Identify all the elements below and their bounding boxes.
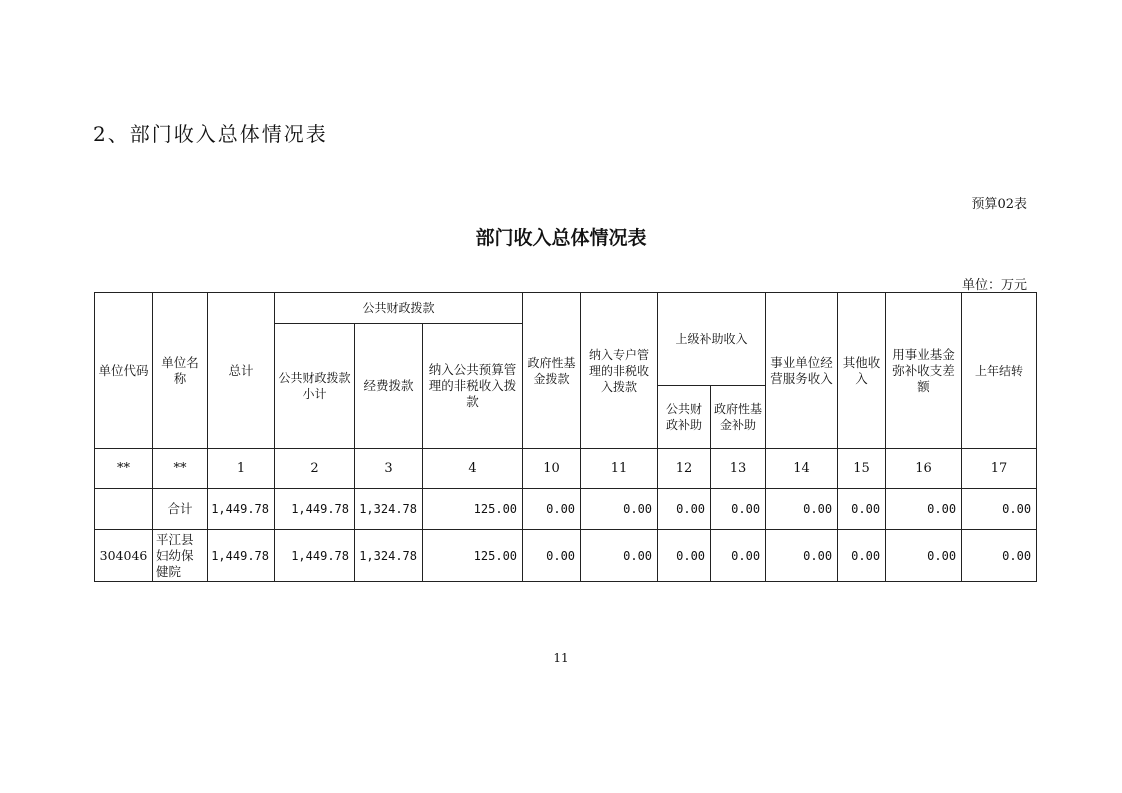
cell-fund-make-up: 0.00 xyxy=(886,489,962,530)
index-cell: 10 xyxy=(523,449,581,489)
cell-carry-over: 0.00 xyxy=(962,530,1037,582)
cell-special-nontax: 0.00 xyxy=(581,530,658,582)
header-special-nontax: 纳入专户管理的非税收入拨款 xyxy=(581,293,658,449)
index-cell: 12 xyxy=(658,449,711,489)
header-gov-fund: 政府性基金拨款 xyxy=(523,293,581,449)
header-public-finance: 公共财政拨款 xyxy=(275,293,523,324)
cell-total: 1,449.78 xyxy=(208,489,275,530)
header-row-1 xyxy=(95,293,1037,324)
section-heading: 2、部门收入总体情况表 xyxy=(93,122,328,146)
index-cell: 15 xyxy=(838,449,886,489)
index-cell: 4 xyxy=(423,449,523,489)
cell-pf-subtotal: 1,449.78 xyxy=(275,489,355,530)
cell-other-income: 0.00 xyxy=(838,489,886,530)
table-title: 部门收入总体情况表 xyxy=(475,227,647,249)
cell-special-nontax: 0.00 xyxy=(581,489,658,530)
index-cell: ** xyxy=(153,449,208,489)
cell-pf-nontax: 125.00 xyxy=(423,489,523,530)
cell-ss-public: 0.00 xyxy=(658,530,711,582)
row-code xyxy=(95,489,153,530)
header-ss-gov-fund: 政府性基金补助 xyxy=(711,386,766,449)
header-pf-subtotal: 公共财政拨款小计 xyxy=(275,324,355,449)
index-cell: 1 xyxy=(208,449,275,489)
page-number: 11 xyxy=(553,651,569,665)
cell-total: 1,449.78 xyxy=(208,530,275,582)
cell-pf-funding: 1,324.78 xyxy=(355,530,423,582)
cell-pf-nontax: 125.00 xyxy=(423,530,523,582)
header-ss-public: 公共财政补助 xyxy=(658,386,711,449)
row-code: 304046 xyxy=(95,530,153,582)
cell-pf-funding: 1,324.78 xyxy=(355,489,423,530)
cell-business-income: 0.00 xyxy=(766,489,838,530)
row-name: 合计 xyxy=(153,489,208,530)
table-row-unit xyxy=(95,530,1037,582)
cell-pf-subtotal: 1,449.78 xyxy=(275,530,355,582)
cell-business-income: 0.00 xyxy=(766,530,838,582)
header-pf-funding: 经费拨款 xyxy=(355,324,423,449)
cell-ss-public: 0.00 xyxy=(658,489,711,530)
cell-other-income: 0.00 xyxy=(838,530,886,582)
income-table xyxy=(94,292,1037,582)
cell-gov-fund: 0.00 xyxy=(523,530,581,582)
index-row xyxy=(95,449,1037,489)
header-carry-over: 上年结转 xyxy=(962,293,1037,449)
header-business-income: 事业单位经营服务收入 xyxy=(766,293,838,449)
header-unit-name: 单位名称 xyxy=(153,293,208,449)
header-other-income: 其他收入 xyxy=(838,293,886,449)
cell-gov-fund: 0.00 xyxy=(523,489,581,530)
header-fund-make-up: 用事业基金弥补收支差额 xyxy=(886,293,962,449)
index-cell: 16 xyxy=(886,449,962,489)
header-total: 总计 xyxy=(208,293,275,449)
cell-ss-gov-fund: 0.00 xyxy=(711,489,766,530)
index-cell: 14 xyxy=(766,449,838,489)
index-cell: 17 xyxy=(962,449,1037,489)
cell-ss-gov-fund: 0.00 xyxy=(711,530,766,582)
table-number: 预算02表 xyxy=(971,197,1027,212)
unit-label: 单位：万元 xyxy=(961,278,1027,293)
index-cell: 3 xyxy=(355,449,423,489)
header-unit-code: 单位代码 xyxy=(95,293,153,449)
index-cell: 2 xyxy=(275,449,355,489)
cell-fund-make-up: 0.00 xyxy=(886,530,962,582)
header-pf-nontax: 纳入公共预算管理的非税收入拨款 xyxy=(423,324,523,449)
header-superior-subsidy: 上级补助收入 xyxy=(658,293,766,386)
index-cell: ** xyxy=(95,449,153,489)
table-row-total xyxy=(95,489,1037,530)
index-cell: 11 xyxy=(581,449,658,489)
cell-carry-over: 0.00 xyxy=(962,489,1037,530)
row-name: 平江县妇幼保健院 xyxy=(153,530,208,582)
index-cell: 13 xyxy=(711,449,766,489)
